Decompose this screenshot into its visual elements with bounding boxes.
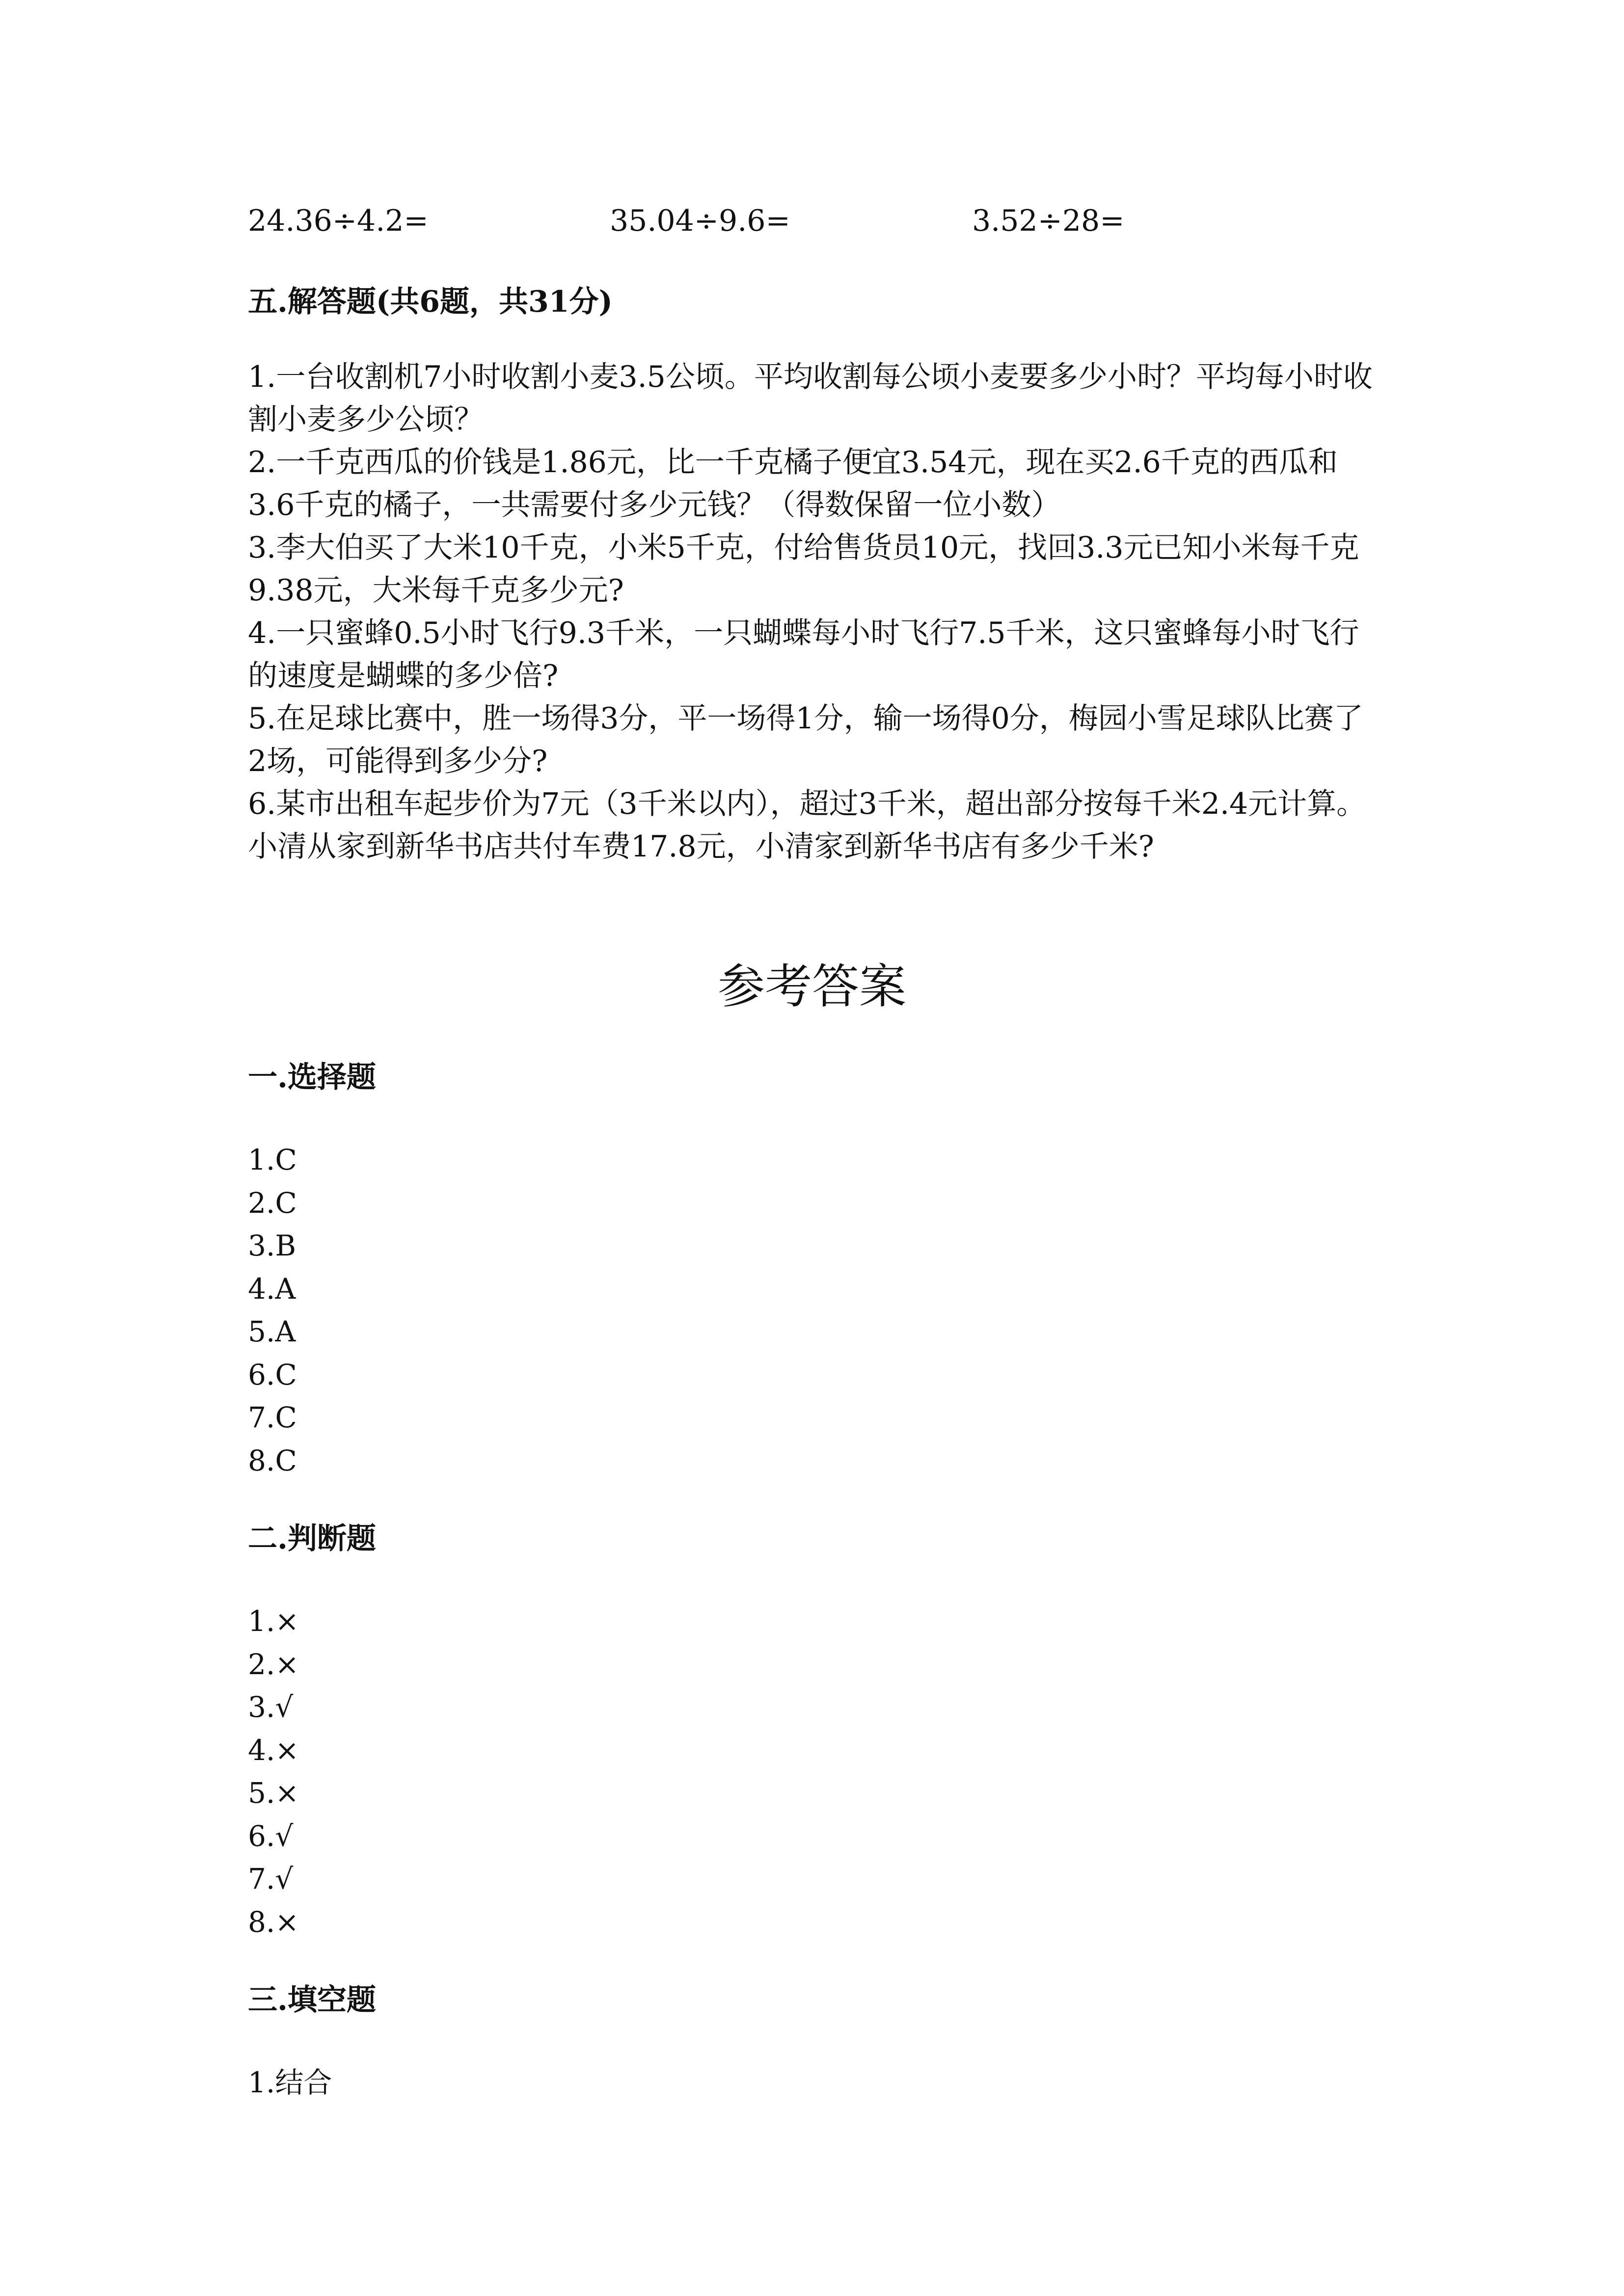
answer-item: 5.A (248, 1315, 296, 1348)
equation-row (248, 199, 1377, 243)
answer-item: 3.√ (248, 1690, 294, 1724)
answer-item: 7.√ (248, 1862, 294, 1896)
answer-section-fill-title: 三.填空题 (248, 1983, 376, 2017)
problem-4: 4.一只蜜蜂0.5小时飞行9.3千米，一只蝴蝶每小时飞行7.5千米，这只蜜蜂每小时飞行的速度是蝴蝶的多少倍? (248, 616, 1359, 693)
answer-item: 1.结合 (248, 2066, 332, 2099)
answer-item: 4.A (248, 1272, 296, 1306)
answer-item: 3.B (248, 1229, 296, 1262)
answer-item: 2.C (248, 1186, 297, 1220)
answer-item: 8.× (248, 1905, 299, 1939)
answer-item: 4.× (248, 1733, 299, 1767)
problem-5: 5.在足球比赛中，胜一场得3分，平一场得1分，输一场得0分，梅园小雪足球队比赛了2场，可能得到多少分? (248, 701, 1363, 778)
answer-section-choice-title: 一.选择题 (248, 1060, 376, 1095)
answer-item: 8.C (248, 1443, 297, 1477)
answer-list-judge (248, 1600, 299, 1944)
equation-3: 3.52÷28= (972, 204, 1125, 238)
answer-item: 5.× (248, 1776, 299, 1810)
problem-6: 6.某市出租车起步价为7元（3千米以内），超过3千米，超出部分按每千米2.4元计算。小清从家到新华书店共付车费17.8元，小清家到新华书店有多少千米? (248, 787, 1366, 864)
problem-2: 2.一千克西瓜的价钱是1.86元，比一千克橘子便宜3.54元，现在买2.6千克的西瓜和3.6千克的橘子，一共需要付多少元钱？（得数保留一位小数） (248, 445, 1338, 522)
answer-section-judge-title: 二.判断题 (248, 1522, 376, 1556)
answer-item: 6.C (248, 1358, 297, 1391)
answer-key-title: 参考答案 (718, 959, 906, 1014)
problem-3: 3.李大伯买了大米10千克，小米5千克，付给售货员10元，找回3.3元已知小米每千克9.38元，大米每千克多少元? (248, 531, 1359, 608)
equation-2: 35.04÷9.6= (610, 204, 790, 238)
answer-item: 1.× (248, 1604, 299, 1638)
answer-item: 6.√ (248, 1819, 294, 1853)
answer-list-fill (248, 2061, 332, 2105)
equation-1: 24.36÷4.2= (248, 204, 429, 238)
answer-item: 1.C (248, 1143, 297, 1176)
answer-item: 2.× (248, 1647, 299, 1681)
problem-list (248, 356, 1377, 868)
section-5-title: 五.解答题(共6题，共31分) (248, 285, 613, 319)
problem-1: 1.一台收割机7小时收割小麦3.5公顷。平均收割每公顷小麦要多少小时？平均每小时收割小麦多少公顷？ (248, 360, 1373, 437)
answer-item: 7.C (248, 1401, 297, 1434)
answer-list-choice (248, 1139, 297, 1482)
